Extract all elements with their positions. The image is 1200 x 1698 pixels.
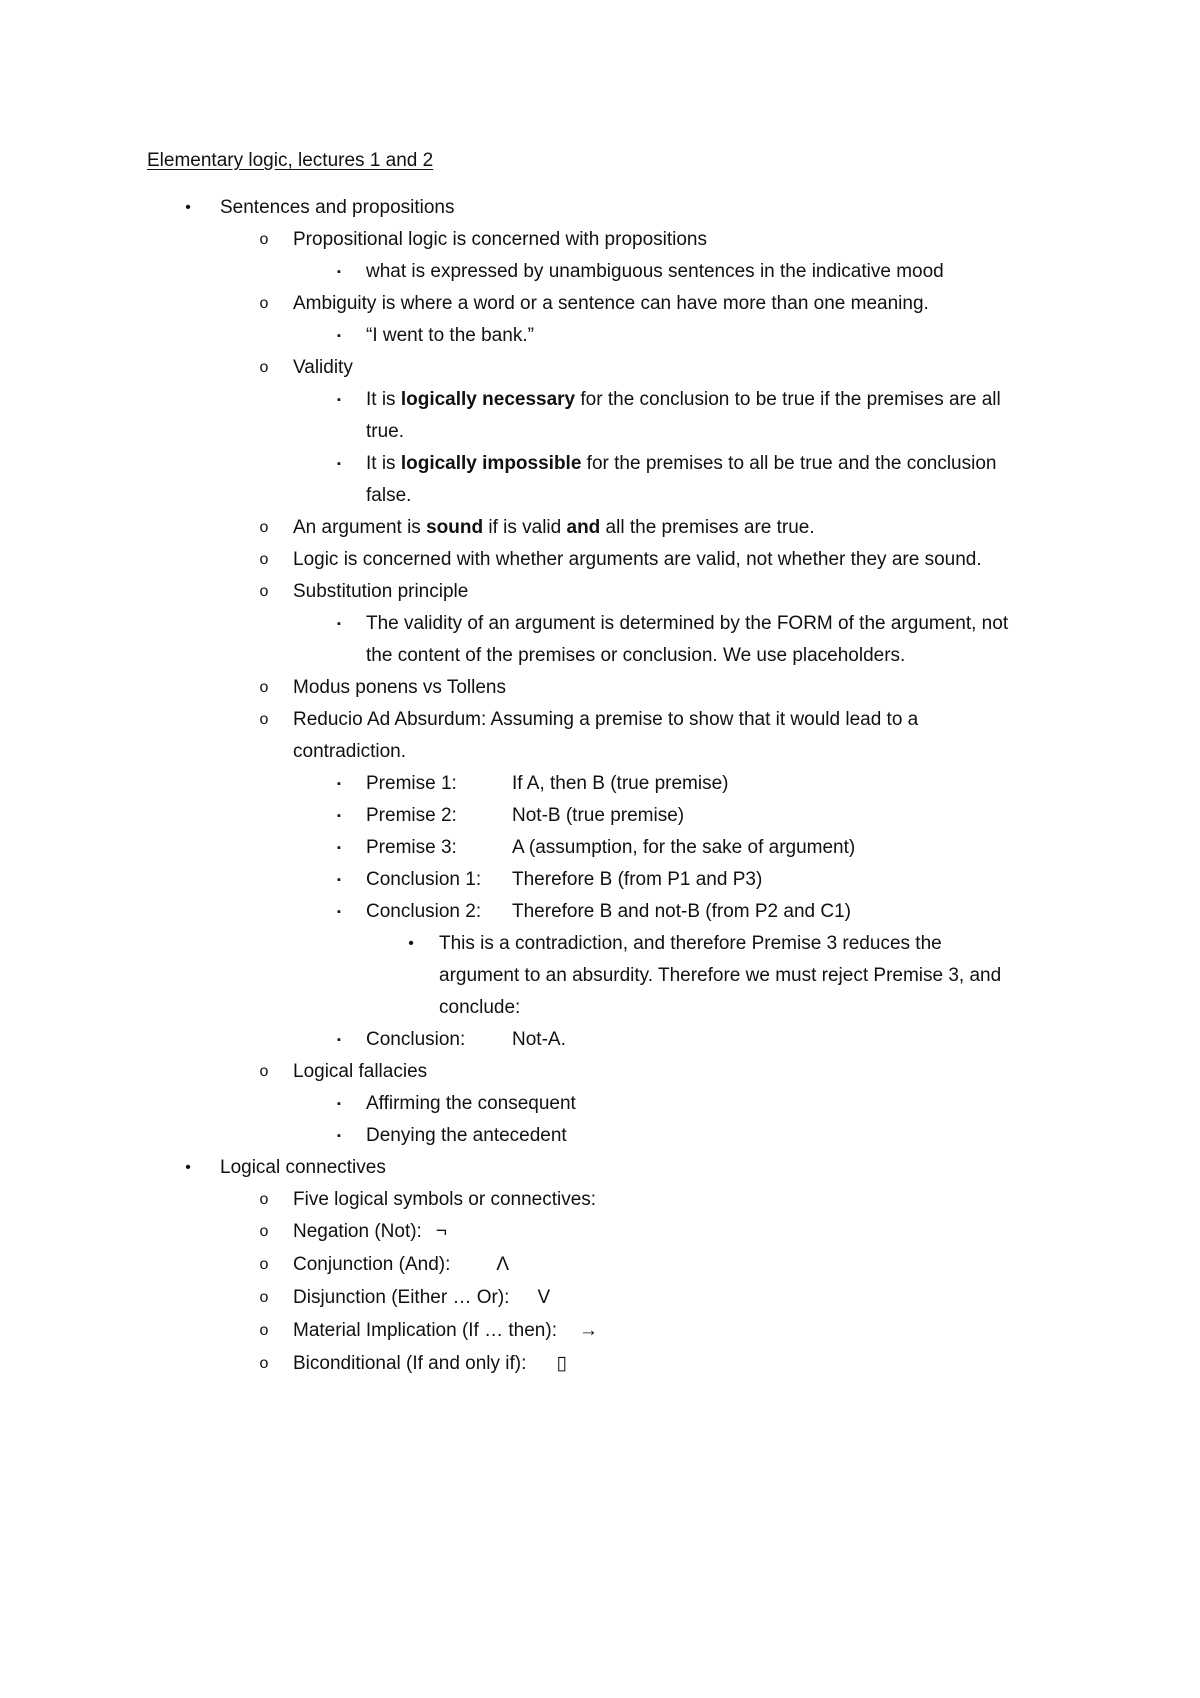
disjunction-symbol: V bbox=[537, 1287, 551, 1308]
step-label: Conclusion 1: bbox=[366, 869, 482, 890]
list-item: Validity bbox=[293, 357, 353, 378]
step-label: Premise 3: bbox=[366, 837, 457, 858]
connective-label: Conjunction (And): bbox=[293, 1254, 451, 1275]
list-item-continuation: argument to an absurdity. Therefore we must reject Premise 3, and bbox=[439, 965, 1002, 986]
connective-label: Disjunction (Either … Or): bbox=[293, 1287, 510, 1308]
bold-term: logically impossible bbox=[400, 453, 582, 474]
step-text: Therefore B and not-B (from P2 and C1) bbox=[512, 901, 851, 922]
list-item-continuation: true. bbox=[366, 421, 405, 442]
section-heading-connectives: Logical connectives bbox=[220, 1157, 386, 1178]
list-item: “I went to the bank.” bbox=[366, 325, 534, 346]
argument-step bbox=[366, 800, 684, 832]
bullet-level2: o bbox=[259, 1223, 269, 1240]
list-item-continuation: the content of the premises or conclusion. We use placeholders. bbox=[366, 645, 906, 666]
list-item: Modus ponens vs Tollens bbox=[293, 677, 506, 698]
list-item: It is logically impossible for the premises to all be true and the conclusion bbox=[366, 453, 997, 474]
connective-label: Biconditional (If and only if): bbox=[293, 1353, 527, 1374]
bullet-level1: • bbox=[185, 199, 191, 216]
step-text: A (assumption, for the sake of argument) bbox=[512, 837, 856, 858]
bullet-level2: o bbox=[259, 1355, 269, 1372]
bullet-level2: o bbox=[259, 1256, 269, 1273]
list-item: Ambiguity is where a word or a sentence can have more than one meaning. bbox=[293, 293, 929, 314]
bullet-level2: o bbox=[259, 1063, 269, 1080]
document-title: Elementary logic, lectures 1 and 2 bbox=[147, 150, 434, 171]
bullet-level2: o bbox=[259, 679, 269, 696]
argument-step bbox=[366, 832, 855, 864]
step-text: Not-A. bbox=[512, 1029, 566, 1050]
bullet-level2: o bbox=[259, 711, 269, 728]
step-label: Conclusion 2: bbox=[366, 901, 482, 922]
bullet-level3: ▪ bbox=[337, 842, 341, 854]
list-item: Affirming the consequent bbox=[366, 1093, 576, 1114]
bullet-level1: • bbox=[185, 1159, 191, 1176]
bullet-level3: ▪ bbox=[337, 1130, 341, 1142]
bullet-level3: ▪ bbox=[337, 810, 341, 822]
list-item: Reducio Ad Absurdum: Assuming a premise to show that it would lead to a bbox=[293, 709, 919, 730]
implication-symbol: → bbox=[578, 1320, 598, 1341]
step-label: Premise 2: bbox=[366, 805, 457, 826]
biconditional-symbol: ▯ bbox=[556, 1353, 567, 1374]
bullet-level3: ▪ bbox=[337, 874, 341, 886]
list-item: what is expressed by unambiguous sentences in the indicative mood bbox=[366, 261, 944, 282]
list-item: An argument is sound if is valid and all the premises are true. bbox=[293, 517, 815, 538]
argument-step bbox=[366, 896, 851, 928]
bullet-level2: o bbox=[259, 231, 269, 248]
list-item: Substitution principle bbox=[293, 581, 469, 602]
argument-step bbox=[366, 1024, 566, 1056]
bold-term: sound bbox=[426, 517, 484, 538]
list-item-continuation: false. bbox=[366, 485, 412, 506]
bullet-level2: o bbox=[259, 583, 269, 600]
bullet-level2: o bbox=[259, 1289, 269, 1306]
bullet-level3: ▪ bbox=[337, 778, 341, 790]
bullet-level3: ▪ bbox=[337, 906, 341, 918]
list-item: It is logically necessary for the conclusion to be true if the premises are all bbox=[366, 389, 1001, 410]
bullet-level2: o bbox=[259, 1322, 269, 1339]
step-label: Conclusion: bbox=[366, 1029, 466, 1050]
bullet-level3: ▪ bbox=[337, 618, 341, 630]
list-item-continuation: conclude: bbox=[439, 997, 521, 1018]
step-text: Not-B (true premise) bbox=[512, 805, 685, 826]
conjunction-symbol: Λ bbox=[496, 1254, 510, 1275]
list-item: Logic is concerned with whether arguments are valid, not whether they are sound. bbox=[293, 549, 982, 570]
bullet-level2: o bbox=[259, 519, 269, 536]
list-item: Denying the antecedent bbox=[366, 1125, 567, 1146]
connective-label: Material Implication (If … then): bbox=[293, 1320, 557, 1341]
list-item: Five logical symbols or connectives: bbox=[293, 1189, 597, 1210]
bullet-level2: o bbox=[259, 295, 269, 312]
list-item: The validity of an argument is determined by the FORM of the argument, not bbox=[366, 613, 1009, 634]
list-item-continuation: contradiction. bbox=[293, 741, 407, 762]
list-item: This is a contradiction, and therefore Premise 3 reduces the bbox=[439, 933, 942, 954]
connective-item bbox=[293, 1216, 447, 1248]
connective-item bbox=[293, 1249, 509, 1281]
bullet-level2: o bbox=[259, 551, 269, 568]
step-text: Therefore B (from P1 and P3) bbox=[512, 869, 763, 890]
bullet-level3: ▪ bbox=[337, 1034, 341, 1046]
section-heading-sentences: Sentences and propositions bbox=[220, 197, 455, 218]
bullet-level3: ▪ bbox=[337, 1098, 341, 1110]
bullet-level3: ▪ bbox=[337, 330, 341, 342]
bullet-level2: o bbox=[259, 1191, 269, 1208]
bold-term: logically necessary bbox=[400, 389, 576, 410]
negation-symbol: ¬ bbox=[435, 1221, 447, 1242]
bullet-level4: • bbox=[408, 935, 414, 952]
bullet-level2: o bbox=[259, 359, 269, 376]
connective-item bbox=[293, 1348, 567, 1380]
argument-step bbox=[366, 864, 762, 896]
list-item: Propositional logic is concerned with propositions bbox=[293, 229, 708, 250]
argument-step bbox=[366, 768, 728, 800]
step-text: If A, then B (true premise) bbox=[512, 773, 729, 794]
list-item: Logical fallacies bbox=[293, 1061, 428, 1082]
bullet-level3: ▪ bbox=[337, 394, 341, 406]
bullet-level3: ▪ bbox=[337, 266, 341, 278]
bullet-level3: ▪ bbox=[337, 458, 341, 470]
step-label: Premise 1: bbox=[366, 773, 457, 794]
connective-label: Negation (Not): bbox=[293, 1221, 422, 1242]
connective-item bbox=[293, 1315, 598, 1347]
bold-term: and bbox=[566, 517, 601, 538]
connective-item bbox=[293, 1282, 550, 1314]
